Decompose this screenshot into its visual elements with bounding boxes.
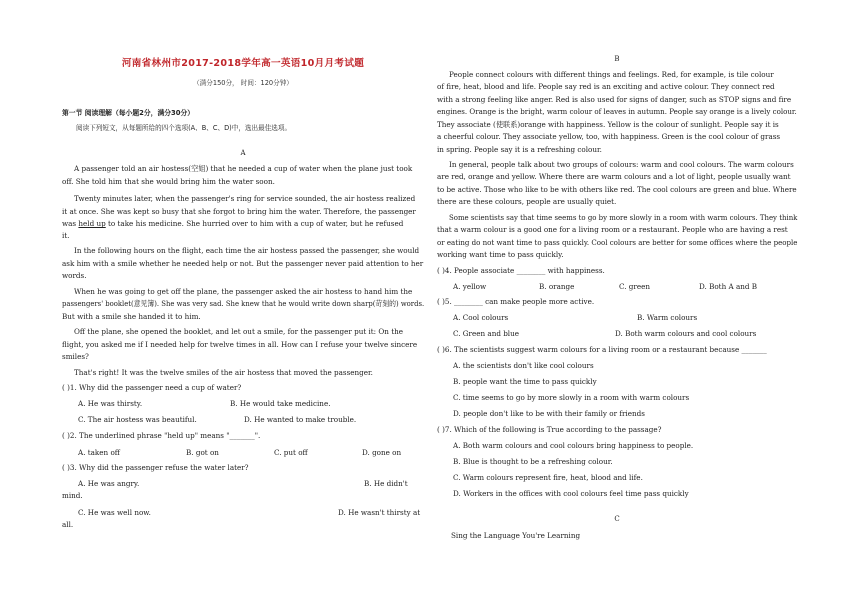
option[interactable]: C. put off <box>274 448 308 457</box>
passage-a-line: it at once. She was kept so busy that she forgot to bring him the water. Therefore, the passenger <box>62 207 416 216</box>
passage-b-line: are red, orange and yellow. Where there are warm colours and a lot of light, people usually want <box>437 172 791 181</box>
underlined-phrase: held up <box>78 219 106 228</box>
option[interactable]: A. Both warm colours and cool colours bring happiness to people. <box>453 441 694 450</box>
passage-a-line: words. <box>62 271 87 280</box>
passage-b-line: a cheerful colour. They associate yellow, too, with happiness. Green is the cool colour of grass <box>437 132 781 141</box>
option[interactable]: B. orange <box>539 282 575 291</box>
passage-b-line: to be active. Those who like to be with others like red. The cool colours are green and blue. Where <box>437 185 797 194</box>
passage-a-line: ask him with a smile whether he needed help or not. But the passenger never paid attention to her <box>62 259 424 268</box>
option[interactable]: D. people don't like to be with their family or friends <box>453 409 645 418</box>
passage-a-line-underlined <box>62 219 403 228</box>
passage-b-line: or eating do not want time to pass quickly. Cool colours are better for some offices where the people <box>437 238 798 247</box>
passage-b-line: working want time to pass quickly. <box>437 250 564 259</box>
question-stem: ( )1. Why did the passenger need a cup of water? <box>62 383 242 392</box>
option[interactable]: A. the scientists don't like cool colours <box>453 361 594 370</box>
option-continuation: mind. <box>62 491 83 500</box>
option[interactable]: A. taken off <box>78 448 120 457</box>
option[interactable]: C. time seems to go by more slowly in a room with warm colours <box>453 393 690 402</box>
option[interactable]: C. The air hostess was beautiful. <box>78 415 197 424</box>
option[interactable]: D. gone on <box>362 448 402 457</box>
option[interactable]: A. He was thirsty. <box>78 399 143 408</box>
option[interactable]: B. got on <box>186 448 219 457</box>
option[interactable]: D. Both warm colours and cool colours <box>615 329 757 338</box>
passage-a-line: Off the plane, she opened the booklet, and let out a smile, for the passenger put it: On the <box>74 327 403 336</box>
option[interactable]: D. He wasn't thirsty at <box>338 508 421 517</box>
passage-b-label: B <box>614 55 620 63</box>
option[interactable]: B. He didn't <box>364 479 408 488</box>
passage-b-line: Some scientists say that time seems to go by more slowly in a room with warm colours. They think <box>449 213 798 222</box>
page-subtitle: （满分150分， 时间：120分钟） <box>193 79 293 87</box>
option[interactable]: A. yellow <box>453 282 487 291</box>
option[interactable]: B. He would take medicine. <box>230 399 331 408</box>
option[interactable]: D. He wanted to make trouble. <box>244 415 357 424</box>
option[interactable]: C. He was well now. <box>78 508 151 517</box>
option[interactable]: C. Green and blue <box>453 329 519 338</box>
option[interactable]: C. green <box>619 282 650 291</box>
passage-b-line: of fire, heat, blood and life. People say red is an exciting and active colour. They connect red <box>437 82 775 91</box>
question-stem: ( )3. Why did the passenger refuse the water later? <box>62 463 249 472</box>
passage-b-line: They associate (使联系)orange with happiness. Yellow is the colour of sunlight. People say it is <box>437 120 779 129</box>
passage-a-label: A <box>240 149 246 157</box>
option[interactable]: D. Workers in the offices with cool colours feel time pass quickly <box>453 489 689 498</box>
page-title: 河南省林州市2017-2018学年高一英语10月月考试题 <box>121 58 365 69</box>
option[interactable]: C. Warm colours represent fire, heat, blood and life. <box>453 473 643 482</box>
passage-b-line: that a warm colour is a good one for a living room or a restaurant. People who are having a rest <box>437 225 788 234</box>
passage-a-line: it. <box>62 231 70 240</box>
option[interactable]: B. Blue is thought to be a refreshing colour. <box>453 457 613 466</box>
passage-a-line: passengers' booklet(意见簿). She was very sad. She knew that he would write down sharp(苛刻的) words. <box>62 299 425 308</box>
option[interactable]: A. He was angry. <box>78 479 140 488</box>
passage-a-line: A passenger told an air hostess(空姐) that he needed a cup of water when the plane just took <box>74 164 413 173</box>
passage-a-line: In the following hours on the flight, each time the air hostess passed the passenger, she would <box>74 246 420 255</box>
option[interactable]: B. Warm colours <box>637 313 698 322</box>
option[interactable]: B. people want the time to pass quickly <box>453 377 597 386</box>
option[interactable]: D. Both A and B <box>699 282 758 291</box>
passage-b-line: In general, people talk about two groups of colours: warm and cool colours. The warm colours <box>449 160 794 169</box>
passage-a-line: Twenty minutes later, when the passenger's ring for service sounded, the air hostess realized <box>74 194 416 203</box>
passage-c-label: C <box>614 515 620 523</box>
passage-b-line: there are these colours, people are usually quiet. <box>437 197 617 206</box>
passage-a-line: off. She told him that she would bring him the water soon. <box>62 177 275 186</box>
passage-b-line: People connect colours with different things and feelings. Red, for example, is tile colour <box>449 70 774 79</box>
passage-b-line: engines. Orange is the bright, warm colour of leaves in autumn. People say orange is a lively colour. <box>437 107 797 116</box>
passage-b-line: with a strong feeling like anger. Red is also used for signs of danger, such as STOP signs and fire <box>437 95 792 104</box>
option[interactable]: A. Cool colours <box>453 313 509 322</box>
passage-c-title: Sing the Language You're Learning <box>451 531 581 540</box>
question-stem: ( )6. The scientists suggest warm colours for a living room or a restaurant because _______ <box>437 345 767 354</box>
question-stem: ( )5. ________ can make people more active. <box>437 297 595 306</box>
question-stem: ( )4. People associate ________ with happiness. <box>437 266 605 275</box>
question-stem: ( )7. Which of the following is True according to the passage? <box>437 425 662 434</box>
passage-b-line: in spring. People say it is a refreshing colour. <box>437 145 602 154</box>
passage-a-line: was held up to take his medicine. She hurried over to him with a cup of water, but he refused <box>62 219 404 228</box>
question-stem: ( )2. The underlined phrase "held up" means "_______". <box>62 431 261 440</box>
passage-a-line: When he was going to get off the plane, the passenger asked the air hostess to hand him the <box>74 287 413 296</box>
passage-a-line: flight, you asked me if I needed help for twelve times in all. How can I refuse your twelve sincere <box>62 340 418 349</box>
instruction: 阅读下列短文，从每题所给的四个选项(A、B、C、D)中，选出最佳选项。 <box>76 124 292 132</box>
option-continuation: all. <box>62 520 74 529</box>
passage-a-line: But with a smile she handed it to him. <box>62 312 201 321</box>
passage-a-line: smiles? <box>62 352 89 361</box>
section-heading: 第一节 阅读理解（每小题2分，满分30分） <box>62 109 195 117</box>
passage-a-line: That's right! It was the twelve smiles of the air hostess that moved the passenger. <box>74 368 373 377</box>
